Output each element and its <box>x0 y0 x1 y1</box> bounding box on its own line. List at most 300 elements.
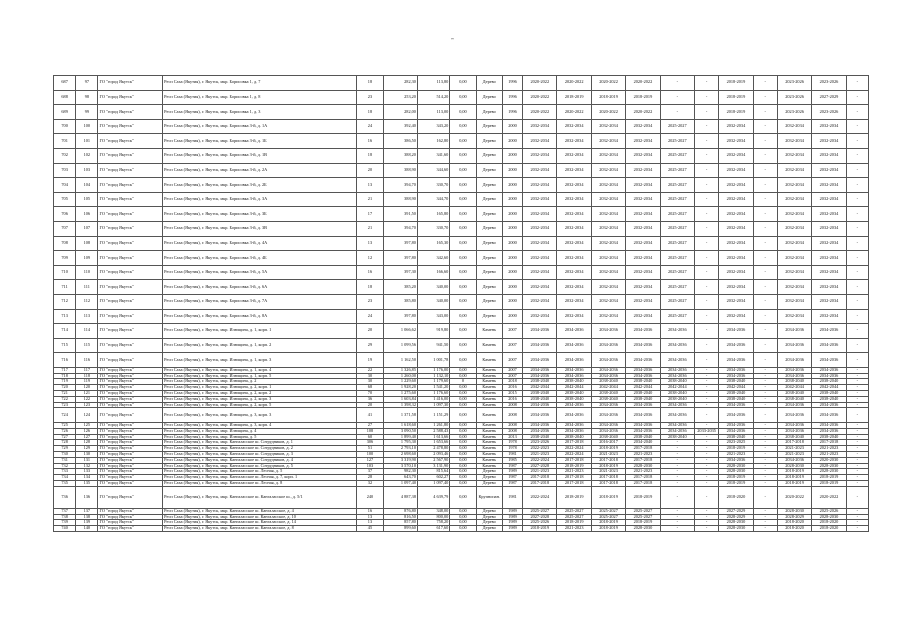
page-mark: " <box>451 38 454 44</box>
zero-value-cell: 0,00 <box>450 163 476 178</box>
table-row <box>54 119 869 134</box>
period-cell: 2038-2040 <box>719 391 753 397</box>
living-area-cell: 1 001,78 <box>417 353 449 368</box>
year-built-cell: 1987 <box>502 475 522 481</box>
owner-cell: ГО "город Якутск" <box>98 163 163 178</box>
year-built-cell: 2007 <box>502 324 522 339</box>
period-cell: 2034-2036 <box>777 367 811 373</box>
period-cell: - <box>694 221 718 236</box>
period-cell: 2018-2019 <box>719 446 753 452</box>
period-cell: 2032-2034 <box>777 178 811 193</box>
owner-cell: ГО "город Якутск" <box>98 353 163 368</box>
wall-material-cell: Дерево <box>476 475 502 481</box>
year-built-cell: 2007 <box>502 373 522 379</box>
period-cell: 2034-2036 <box>719 408 753 423</box>
total-area-cell: 385,20 <box>383 280 417 295</box>
period-cell: 2032-2034 <box>719 148 753 163</box>
year-built-cell: 2000 <box>502 251 522 266</box>
owner-cell: ГО "город Якутск" <box>98 105 163 120</box>
row-sub-number: 104 <box>76 178 98 193</box>
owner-cell: ГО "город Якутск" <box>98 324 163 339</box>
period-cell: 2032-2034 <box>626 265 660 280</box>
row-sub-number: 123 <box>76 402 98 408</box>
units-cell: 32 <box>357 481 383 487</box>
total-area-cell: 392,40 <box>383 119 417 134</box>
units-cell: 127 <box>357 457 383 463</box>
wall-material-cell: Камень <box>476 367 502 373</box>
year-built-cell: 2007 <box>502 367 522 373</box>
total-area-cell: 2 698,60 <box>383 452 417 458</box>
period-cell: 2032-2034 <box>812 163 846 178</box>
zero-value-cell: 0,00 <box>450 178 476 193</box>
wall-material-cell: Дерево <box>476 309 502 324</box>
total-area-cell: 388,20 <box>383 148 417 163</box>
zero-value-cell: 0,00 <box>450 514 476 520</box>
period-cell: 2032-2034 <box>591 148 625 163</box>
period-cell: 2023-2026 <box>777 105 811 120</box>
period-cell: 2032-2034 <box>523 294 557 309</box>
total-area-cell: 282,30 <box>383 76 417 91</box>
period-cell: - <box>660 463 694 469</box>
period-cell: 2032-2034 <box>777 280 811 295</box>
period-cell: 2032-2034 <box>719 236 753 251</box>
period-cell: 2021-2023 <box>626 469 660 475</box>
row-number: 687 <box>54 76 76 91</box>
units-cell: 23 <box>357 294 383 309</box>
period-cell: 2034-2036 <box>557 324 591 339</box>
wall-material-cell: Камень <box>476 402 502 408</box>
living-area-cell: 514,20 <box>417 90 449 105</box>
period-cell: 2025-2027 <box>523 508 557 514</box>
period-cell: - <box>753 178 777 193</box>
period-cell: - <box>694 514 718 520</box>
period-cell: 2025-2027 <box>557 514 591 520</box>
row-number: 707 <box>54 221 76 236</box>
period-cell: 2032-2034 <box>557 236 591 251</box>
row-number: 704 <box>54 178 76 193</box>
period-cell: 2034-2036 <box>591 373 625 379</box>
address-cell: Респ Саха (Якутия), г. Якутск, мкр. Кангаласское ш. Лесная, д. 8 <box>163 481 357 487</box>
period-cell: - <box>846 481 868 487</box>
period-cell: 2023-2026 <box>812 76 846 91</box>
owner-cell: ГО "город Якутск" <box>98 148 163 163</box>
period-cell: 2021-2023 <box>557 526 591 532</box>
row-sub-number: 98 <box>76 90 98 105</box>
period-cell: 2034-2036 <box>557 402 591 408</box>
period-cell: 2018-2019 <box>557 486 591 508</box>
living-area-cell: 341,60 <box>417 148 449 163</box>
period-cell: 2032-2034 <box>557 148 591 163</box>
row-number: 728 <box>54 440 76 446</box>
living-area-cell: 343,20 <box>417 119 449 134</box>
period-cell: 2034-2036 <box>660 428 694 434</box>
period-cell: - <box>694 440 718 446</box>
row-sub-number: 121 <box>76 391 98 397</box>
period-cell: 2032-2034 <box>557 309 591 324</box>
period-cell: 2021-2023 <box>812 446 846 452</box>
living-area-cell: 1 176,00 <box>417 367 449 373</box>
period-cell: 2025-2027 <box>557 508 591 514</box>
period-cell: - <box>753 379 777 385</box>
period-cell: 2032-2034 <box>812 265 846 280</box>
period-cell: - <box>846 457 868 463</box>
period-cell: 2032-2034 <box>812 236 846 251</box>
period-cell: 2018-2019 <box>719 76 753 91</box>
period-cell: - <box>753 463 777 469</box>
period-cell: 2018-2019 <box>626 520 660 526</box>
period-cell: 2032-2034 <box>777 294 811 309</box>
owner-cell: ГО "город Якутск" <box>98 402 163 408</box>
period-cell: 2032-2034 <box>523 309 557 324</box>
period-cell: 2032-2034 <box>626 236 660 251</box>
period-cell: - <box>694 353 718 368</box>
wall-material-cell: Камень <box>476 446 502 452</box>
period-cell: 2017-2018 <box>777 440 811 446</box>
period-cell: - <box>753 508 777 514</box>
period-cell: 2021-2023 <box>523 469 557 475</box>
period-cell: - <box>694 163 718 178</box>
units-cell: 19 <box>357 353 383 368</box>
table-row <box>54 207 869 222</box>
period-cell: 2018-2020 <box>812 526 846 532</box>
period-cell: 2032-2034 <box>719 280 753 295</box>
zero-value-cell: 0,00 <box>450 463 476 469</box>
period-cell: 2020-2022 <box>626 105 660 120</box>
period-cell: - <box>694 508 718 514</box>
row-sub-number: 134 <box>76 475 98 481</box>
row-number: 708 <box>54 236 76 251</box>
period-cell: 2038-2040 <box>523 391 557 397</box>
period-cell: 2018-2019 <box>719 90 753 105</box>
period-cell: - <box>694 324 718 339</box>
period-cell: 2017-2018 <box>557 440 591 446</box>
owner-cell: ГО "город Якутск" <box>98 207 163 222</box>
zero-value-cell: 0,00 <box>450 367 476 373</box>
living-area-cell: 165,80 <box>417 207 449 222</box>
wall-material-cell: Камень <box>476 457 502 463</box>
period-cell: - <box>753 526 777 532</box>
period-cell: 2017-2018 <box>523 481 557 487</box>
row-sub-number: 100 <box>76 119 98 134</box>
year-built-cell: 1978 <box>502 440 522 446</box>
period-cell: - <box>846 236 868 251</box>
row-number: 702 <box>54 148 76 163</box>
period-cell: 2034-2036 <box>719 338 753 353</box>
period-cell: 2034-2036 <box>523 373 557 379</box>
period-cell: 2034-2036 <box>626 423 660 429</box>
units-cell: 306 <box>357 440 383 446</box>
period-cell: - <box>660 486 694 508</box>
living-area-cell: 165,30 <box>417 236 449 251</box>
living-area-cell: 2 478,80 <box>417 446 449 452</box>
wall-material-cell: Камень <box>476 440 502 446</box>
period-cell: 2042-2044 <box>777 385 811 391</box>
total-area-cell: 397,80 <box>383 236 417 251</box>
year-built-cell: 2000 <box>502 294 522 309</box>
row-number: 739 <box>54 520 76 526</box>
owner-cell: ГО "город Якутск" <box>98 526 163 532</box>
period-cell: 2018-2019 <box>557 463 591 469</box>
period-cell: 2038-2040 <box>626 379 660 385</box>
wall-material-cell: Дерево <box>476 148 502 163</box>
period-cell: 2018-2019 <box>777 469 811 475</box>
year-built-cell: 2000 <box>502 119 522 134</box>
wall-material-cell: Камень <box>476 324 502 339</box>
period-cell: 2034-2036 <box>523 324 557 339</box>
period-cell: - <box>846 367 868 373</box>
period-cell: 2032-2034 <box>812 148 846 163</box>
zero-value-cell: 0,00 <box>450 440 476 446</box>
period-cell: - <box>753 309 777 324</box>
wall-material-cell: Дерево <box>476 105 502 120</box>
period-cell: 2034-2036 <box>626 338 660 353</box>
wall-material-cell: Камень <box>476 408 502 423</box>
wall-material-cell: Дерево <box>476 520 502 526</box>
period-cell: 2034-2036 <box>591 367 625 373</box>
period-cell: - <box>846 119 868 134</box>
period-cell: 2025-2027 <box>660 119 694 134</box>
period-cell: 2022-2024 <box>523 486 557 508</box>
address-cell: Респ Саха (Якутия), г. Якутск, мкр. Борисовка 3-й, д. 1Б <box>163 134 357 149</box>
owner-cell: ГО "город Якутск" <box>98 379 163 385</box>
period-cell: 2032-2034 <box>591 251 625 266</box>
units-cell: 41 <box>357 408 383 423</box>
living-area-cell: 1 613,66 <box>417 434 449 440</box>
zero-value-cell: 0,00 <box>450 90 476 105</box>
units-cell: 18 <box>357 105 383 120</box>
period-cell: - <box>694 469 718 475</box>
period-cell: 2034-2036 <box>591 423 625 429</box>
period-cell: 2032-2034 <box>626 119 660 134</box>
period-cell: - <box>846 338 868 353</box>
table-row <box>54 324 869 339</box>
living-area-cell: 162,80 <box>417 134 449 149</box>
table-row <box>54 251 869 266</box>
living-area-cell: 343,00 <box>417 309 449 324</box>
period-cell: 2034-2036 <box>626 428 660 434</box>
period-cell: 2018-2019 <box>777 475 811 481</box>
units-cell: 30 <box>357 373 383 379</box>
address-cell: Респ Саха (Якутия), г. Якутск, мкр. Илющина, д. 1, корп. 2 <box>163 338 357 353</box>
zero-value-cell: 0,00 <box>450 526 476 532</box>
row-sub-number: 132 <box>76 463 98 469</box>
row-sub-number: 140 <box>76 526 98 532</box>
period-cell: 2017-2018 <box>591 457 625 463</box>
row-sub-number: 110 <box>76 265 98 280</box>
wall-material-cell: Дерево <box>476 192 502 207</box>
period-cell: 2034-2036 <box>777 428 811 434</box>
period-cell: - <box>694 481 718 487</box>
owner-cell: ГО "город Якутск" <box>98 90 163 105</box>
units-cell: 29 <box>357 338 383 353</box>
period-cell: 2034-2036 <box>557 408 591 423</box>
row-sub-number: 136 <box>76 486 98 508</box>
wall-material-cell: Дерево <box>476 526 502 532</box>
period-cell: - <box>846 402 868 408</box>
owner-cell: ГО "город Якутск" <box>98 446 163 452</box>
period-cell: 2022-2024 <box>557 446 591 452</box>
address-cell: Респ Саха (Якутия), г. Якутск, мкр. Илющина, д. 5 <box>163 434 357 440</box>
address-cell: Респ Саха (Якутия), г. Якутск, мкр. Борисовка 3-й, д. 3А <box>163 192 357 207</box>
zero-value-cell: 0,00 <box>450 76 476 91</box>
period-cell: 2032-2034 <box>812 221 846 236</box>
total-area-cell: 385,80 <box>383 294 417 309</box>
period-cell: 2034-2036 <box>557 367 591 373</box>
year-built-cell: 1989 <box>502 520 522 526</box>
row-number: 712 <box>54 294 76 309</box>
period-cell: 2032-2034 <box>591 119 625 134</box>
period-cell: - <box>753 105 777 120</box>
period-cell: 2025-2027 <box>660 221 694 236</box>
total-area-cell: 282,00 <box>383 105 417 120</box>
period-cell: 2020-2022 <box>812 486 846 508</box>
period-cell: 2038-2040 <box>591 379 625 385</box>
address-cell: Респ Саха (Якутия), г. Якутск, мкр. Илющина, д. 1, корп. 4 <box>163 367 357 373</box>
living-area-cell: 1 261,80 <box>417 423 449 429</box>
total-area-cell: 388,90 <box>383 192 417 207</box>
period-cell: 2027-2029 <box>719 508 753 514</box>
total-area-cell: 1 066,62 <box>383 324 417 339</box>
period-cell: 2038-2040 <box>719 396 753 402</box>
period-cell: 2022-2023 <box>523 446 557 452</box>
row-number: 714 <box>54 324 76 339</box>
living-area-cell: 166,60 <box>417 265 449 280</box>
total-area-cell: 388,90 <box>383 163 417 178</box>
living-area-cell: 344,60 <box>417 163 449 178</box>
period-cell: - <box>753 475 777 481</box>
period-cell: 2038-2040 <box>777 379 811 385</box>
period-cell: 2034-2036 <box>777 338 811 353</box>
address-cell: Респ Саха (Якутия), г. Якутск, мкр. Борисовка 3-й, д. 2Б <box>163 178 357 193</box>
owner-cell: ГО "город Якутск" <box>98 457 163 463</box>
period-cell: 2032-2034 <box>719 309 753 324</box>
period-cell: - <box>846 469 868 475</box>
row-sub-number: 131 <box>76 457 98 463</box>
total-area-cell: 899,60 <box>383 526 417 532</box>
period-cell: - <box>660 508 694 514</box>
units-cell: 21 <box>357 221 383 236</box>
period-cell: - <box>694 423 718 429</box>
period-cell: - <box>846 251 868 266</box>
units-cell: 20 <box>357 163 383 178</box>
period-cell: 2034-2036 <box>591 324 625 339</box>
period-cell: 2032-2034 <box>523 251 557 266</box>
address-cell: Респ Саха (Якутия), г. Якутск, мкр. Кангаласское ш. Сотрудников, д. 2 <box>163 446 357 452</box>
owner-cell: ГО "город Якутск" <box>98 309 163 324</box>
period-cell: 2042-2044 <box>591 385 625 391</box>
year-built-cell: 2000 <box>502 148 522 163</box>
address-cell: Респ Саха (Якутия), г. Якутск, мкр. Илющина, д. 2, корп. 3 <box>163 396 357 402</box>
units-cell: 13 <box>357 178 383 193</box>
year-built-cell: 2008 <box>502 428 522 434</box>
period-cell: 2038-2040 <box>557 391 591 397</box>
owner-cell: ГО "город Якутск" <box>98 469 163 475</box>
wall-material-cell: Крупнопан. <box>476 486 502 508</box>
period-cell: 2038-2040 <box>777 396 811 402</box>
table-row <box>54 178 869 193</box>
row-number: 701 <box>54 134 76 149</box>
living-area-cell: 344,70 <box>417 192 449 207</box>
owner-cell: ГО "город Якутск" <box>98 265 163 280</box>
zero-value-cell: 0,00 <box>450 134 476 149</box>
units-cell: 16 <box>357 508 383 514</box>
living-area-cell: 113,00 <box>417 105 449 120</box>
row-number: 721 <box>54 391 76 397</box>
total-area-cell: 816,50 <box>383 514 417 520</box>
units-cell: 108 <box>357 428 383 434</box>
period-cell: 2034-2036 <box>719 423 753 429</box>
period-cell: - <box>753 148 777 163</box>
zero-value-cell: 0 <box>450 379 476 385</box>
living-area-cell: 340,00 <box>417 280 449 295</box>
row-sub-number: 102 <box>76 148 98 163</box>
total-area-cell: 1 162,50 <box>383 353 417 368</box>
period-cell: 2032-2034 <box>591 163 625 178</box>
year-built-cell: 1987 <box>502 481 522 487</box>
period-cell: - <box>694 134 718 149</box>
period-cell: - <box>753 469 777 475</box>
living-area-cell: 113,80 <box>417 76 449 91</box>
zero-value-cell: 0,00 <box>450 236 476 251</box>
period-cell: 2018-2019 <box>812 481 846 487</box>
address-cell: Респ Саха (Якутия), г. Якутск, мкр. Илющина, д. 3, корп. 3 <box>163 408 357 423</box>
period-cell: - <box>694 379 718 385</box>
address-cell: Респ Саха (Якутия), г. Якутск, мкр. Илющина, д. 1, корп. 3 <box>163 353 357 368</box>
wall-material-cell: Дерево <box>476 508 502 514</box>
period-cell: 2032-2034 <box>777 148 811 163</box>
zero-value-cell: 0,00 <box>450 486 476 508</box>
zero-value-cell: 0,00 <box>450 385 476 391</box>
address-cell: Респ Саха (Якутия), г. Якутск, мкр. Борисовка 3-й, д. 4А <box>163 236 357 251</box>
period-cell: 2028-2030 <box>777 508 811 514</box>
wall-material-cell: Камень <box>476 338 502 353</box>
period-cell: - <box>753 486 777 508</box>
period-cell: 2034-2036 <box>777 402 811 408</box>
period-cell: - <box>846 379 868 385</box>
period-cell: 2034-2036 <box>591 408 625 423</box>
period-cell: 2034-2036 <box>812 428 846 434</box>
period-cell: 2023-2026 <box>777 90 811 105</box>
period-cell: 2017-2018 <box>557 457 591 463</box>
period-cell: 2023-2025 <box>719 440 753 446</box>
table-row <box>54 338 869 353</box>
address-cell: Респ Саха (Якутия), г. Якутск, мкр. Илющина, д. 1, корп. 5 <box>163 373 357 379</box>
period-cell: 2018-2019 <box>591 90 625 105</box>
period-cell: 2027-2028 <box>523 463 557 469</box>
period-cell: - <box>846 76 868 91</box>
units-cell: 100 <box>357 452 383 458</box>
period-cell: 2034-2036 <box>523 338 557 353</box>
period-cell: 2032-2034 <box>523 178 557 193</box>
year-built-cell: 2000 <box>502 134 522 149</box>
year-built-cell: 2007 <box>502 353 522 368</box>
period-cell: 2018-2019 <box>557 90 591 105</box>
zero-value-cell: 0,00 <box>450 475 476 481</box>
period-cell: - <box>660 475 694 481</box>
units-cell: 45 <box>357 526 383 532</box>
period-cell: 2021-2023 <box>777 446 811 452</box>
period-cell: 2034-2036 <box>626 408 660 423</box>
row-number: 733 <box>54 469 76 475</box>
owner-cell: ГО "город Якутск" <box>98 178 163 193</box>
address-cell: Респ Саха (Якутия), г. Якутск, мкр. Борисовка 3-й, д. 1А <box>163 119 357 134</box>
row-sub-number: 118 <box>76 373 98 379</box>
period-cell: - <box>753 481 777 487</box>
total-area-cell: 643,70 <box>383 475 417 481</box>
living-area-cell: 1 132,10 <box>417 373 449 379</box>
period-cell: 2034-2036 <box>557 423 591 429</box>
period-cell: 2034-2036 <box>626 367 660 373</box>
